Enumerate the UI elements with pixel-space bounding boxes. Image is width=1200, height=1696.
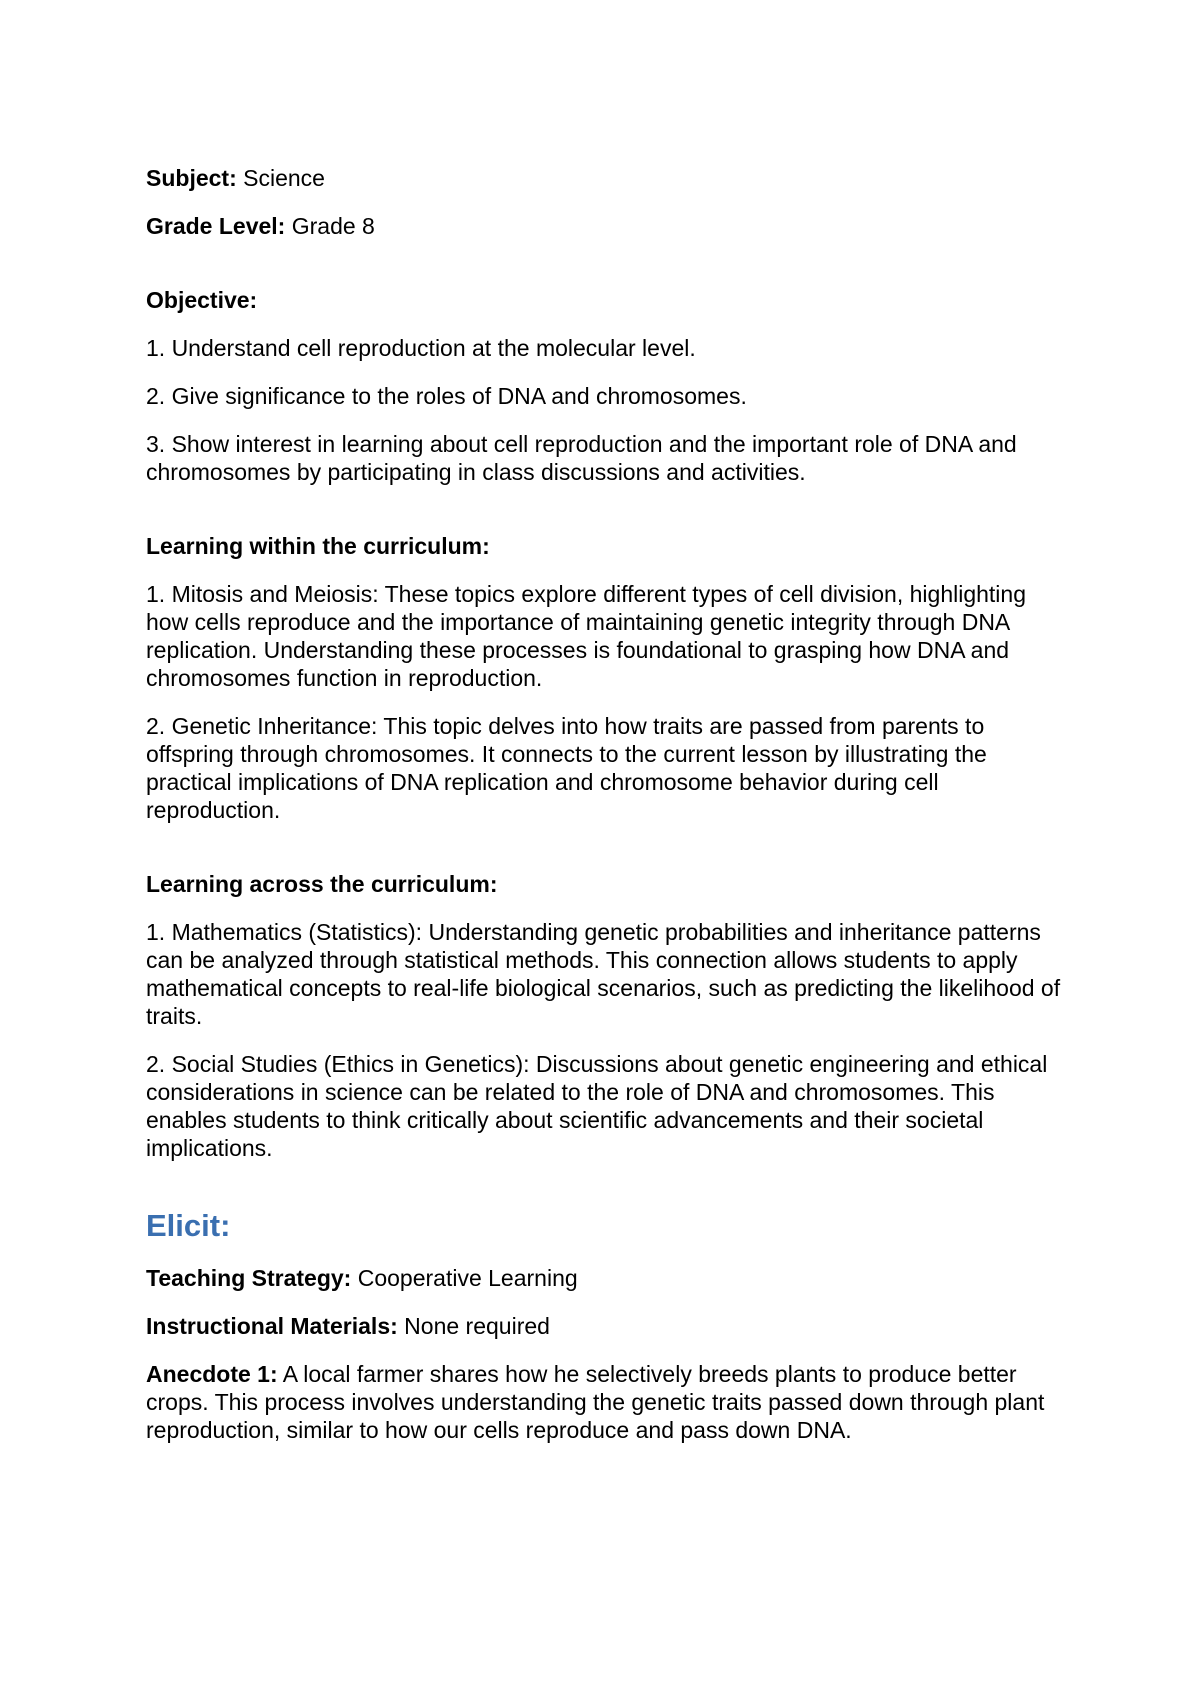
teaching-strategy-value: Cooperative Learning [351,1265,578,1291]
across-curriculum-item-2: 2. Social Studies (Ethics in Genetics): Discussions about genetic engineering and ethical considerations in science can be related to the role of DNA and chromosomes. This enables students to think critically about scientific advancements and their societal implications. [146,1051,1048,1161]
subject-label: Subject: [146,165,237,191]
across-curriculum-title: Learning across the curriculum: [146,871,498,897]
grade-level-value: Grade 8 [285,213,375,239]
instructional-materials-line [146,1312,1066,1340]
grade-level-line [146,212,1066,240]
anecdote-1-text: A local farmer shares how he selectively breeds plants to produce better crops. This process involves understanding the genetic traits passed down through plant reproduction, similar to how our cells reproduce and pass down DNA. [146,1361,1045,1443]
teaching-strategy-line [146,1264,1066,1292]
subject-value: Science [236,165,325,191]
anecdote-1 [146,1360,1066,1444]
teaching-strategy-label: Teaching Strategy: [146,1265,352,1291]
objective-title: Objective: [146,287,258,313]
within-curriculum-item-2: 2. Genetic Inheritance: This topic delves into how traits are passed from parents to offspring through chromosomes. It connects to the current lesson by illustrating the practical implications of DNA replication and chromosome behavior during cell reproduction. [146,713,987,823]
within-curriculum-item-1: 1. Mitosis and Meiosis: These topics explore different types of cell division, highlighting how cells reproduce and the importance of maintaining genetic integrity through DNA replication. Understanding these processes is foundational to grasping how DNA and chromosomes function in reproduction. [146,581,1026,691]
document-page [146,164,1066,1444]
instructional-materials-label: Instructional Materials: [146,1313,398,1339]
elicit-heading: Elicit: [146,1208,231,1243]
objective-item-3: 3. Show interest in learning about cell reproduction and the important role of DNA and chromosomes by participating in class discussions and activities. [146,431,1017,485]
subject-line [146,164,1066,192]
across-curriculum-item-1: 1. Mathematics (Statistics): Understanding genetic probabilities and inheritance patterns can be analyzed through statistical methods. This connection allows students to apply mathematical concepts to real-life biological scenarios, such as predicting the likelihood of traits. [146,919,1061,1029]
objective-item-2: 2. Give significance to the roles of DNA and chromosomes. [146,383,747,409]
within-curriculum-title: Learning within the curriculum: [146,533,490,559]
anecdote-1-label: Anecdote 1: [146,1361,278,1387]
objective-item-1: 1. Understand cell reproduction at the molecular level. [146,335,696,361]
grade-level-label: Grade Level: [146,213,286,239]
instructional-materials-value: None required [397,1313,550,1339]
